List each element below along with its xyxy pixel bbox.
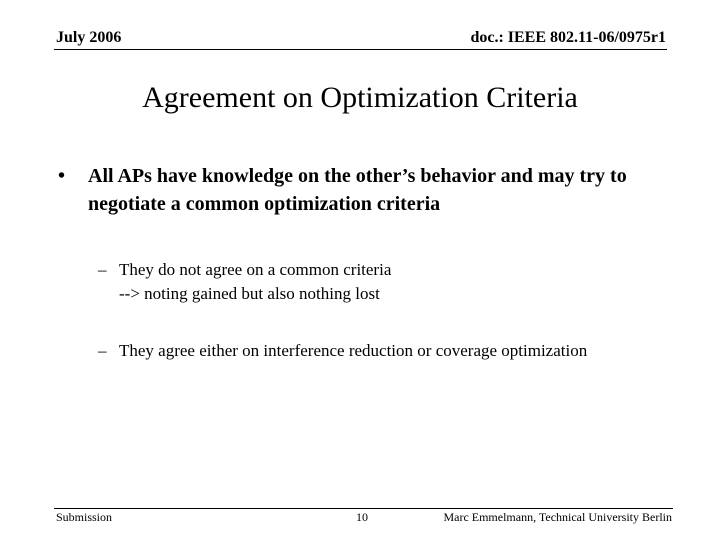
sub-bullet-text: They do not agree on a common criteria --> noting gained but also nothing lost: [119, 260, 392, 303]
footer-page-number: 10: [356, 510, 368, 524]
sub-bullet-marker: –: [98, 260, 107, 279]
footer-author: Marc Emmelmann, Technical University Berlin: [443, 510, 672, 524]
footer-submission: Submission: [56, 510, 113, 524]
bullet-marker: •: [58, 165, 66, 187]
header-divider: [54, 49, 667, 50]
header-date: July 2006: [56, 29, 122, 46]
header-doc-id: doc.: IEEE 802.11-06/0975r1: [470, 29, 666, 46]
sub-bullet-text: They agree either on interference reduction or coverage optimization: [119, 341, 588, 360]
slide-title: Agreement on Optimization Criteria: [142, 81, 578, 114]
footer-divider: [54, 508, 673, 509]
sub-bullet-marker: –: [98, 341, 107, 360]
bullet-text: All APs have knowledge on the other’s behavior and may try to negotiate a common optimization criteria: [88, 165, 627, 215]
